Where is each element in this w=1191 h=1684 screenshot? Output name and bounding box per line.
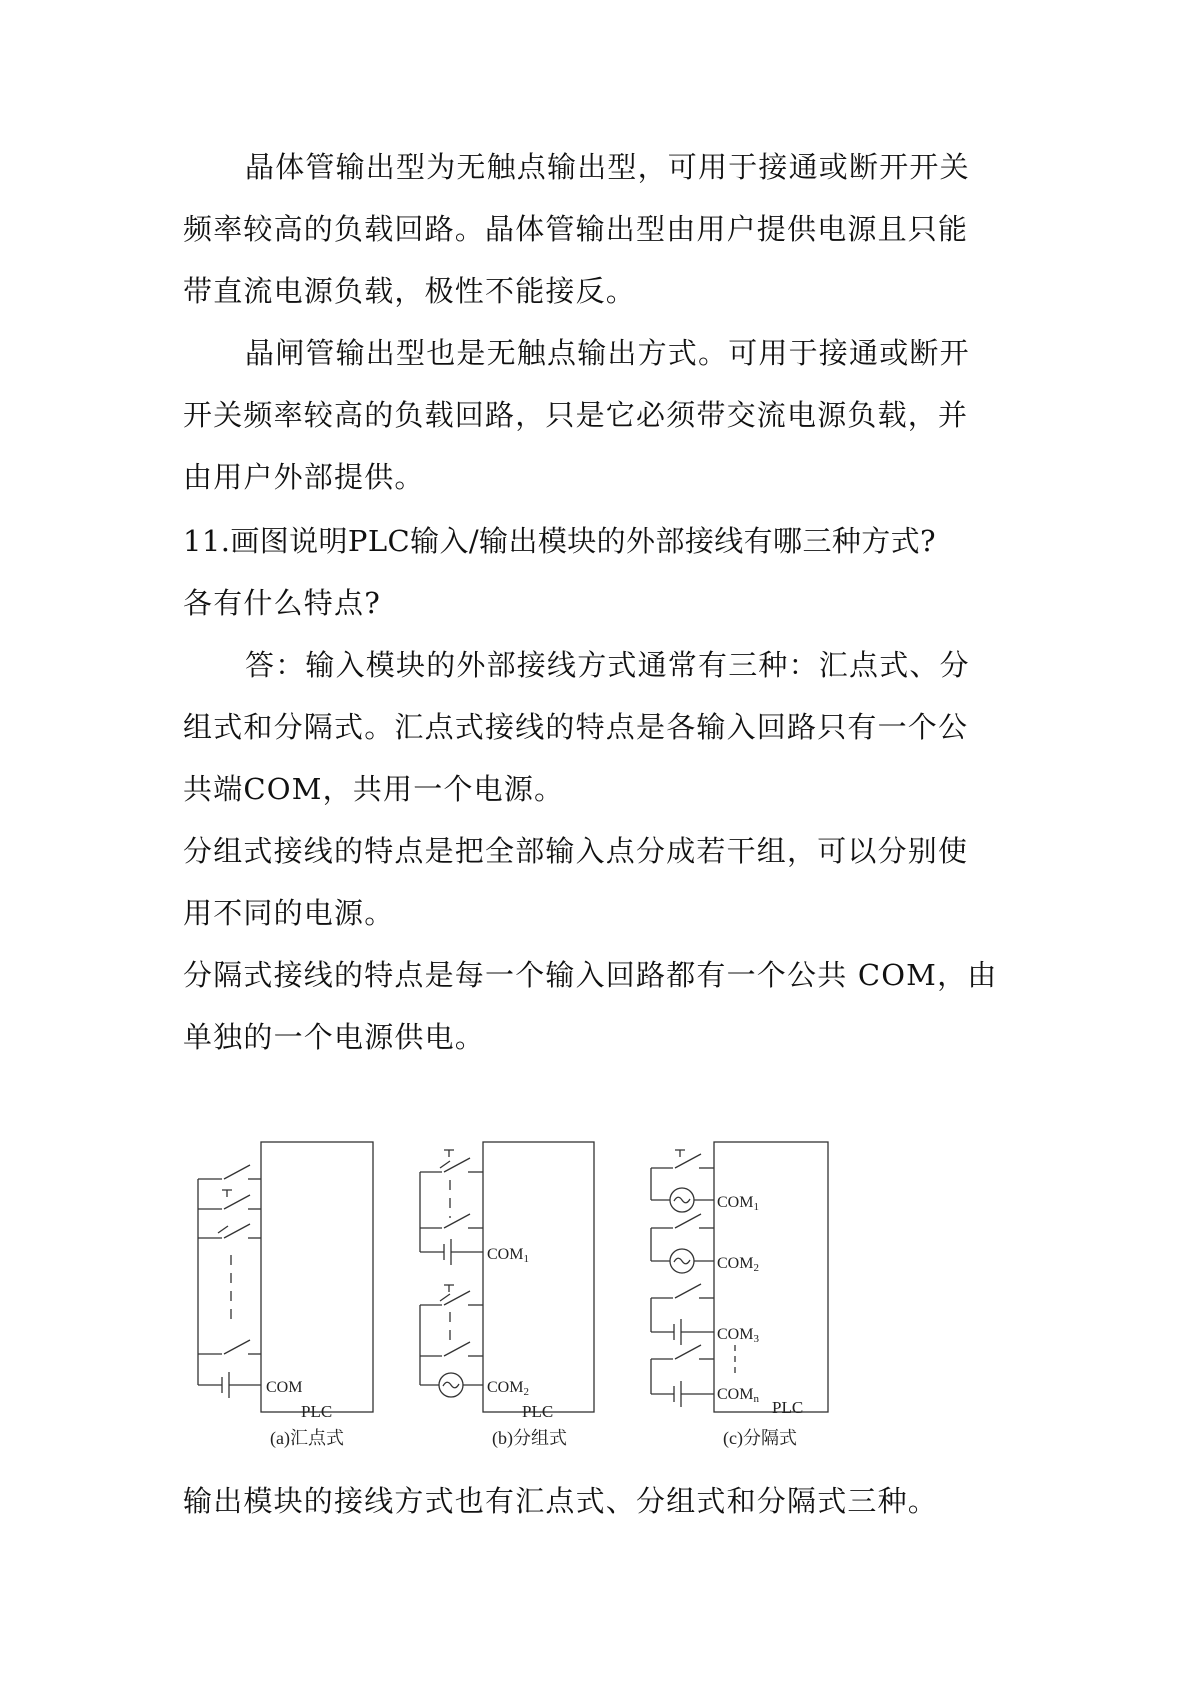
com1-label: COM1: [717, 1194, 759, 1213]
paragraph-line: 晶闸管输出型也是无触点输出方式。可用于接通或断开: [245, 336, 970, 370]
paragraph-line: 开关频率较高的负载回路，只是它必须带交流电源负载，并: [183, 398, 969, 432]
com2-label: COM2: [717, 1255, 759, 1274]
paragraph-line: 频率较高的负载回路。晶体管输出型由用户提供电源且只能: [183, 212, 969, 246]
question-heading: 各有什么特点?: [183, 586, 381, 620]
paragraph-line: 组式和分隔式。汇点式接线的特点是各输入回路只有一个公: [183, 710, 969, 744]
diagram-a-common-point: [198, 1142, 373, 1449]
paragraph-line: 晶体管输出型为无触点输出型，可用于接通或断开开关: [245, 150, 970, 184]
figure-caption: (c)分隔式: [723, 1428, 797, 1448]
plc-label: PLC: [772, 1398, 804, 1417]
paragraph-line: 带直流电源负载，极性不能接反。: [183, 274, 637, 308]
com2-label: COM2: [487, 1379, 529, 1398]
diagram-c-isolated: [651, 1142, 828, 1449]
com3-label: COM3: [717, 1326, 759, 1345]
paragraph-line: 答：输入模块的外部接线方式通常有三种：汇点式、分: [245, 648, 970, 682]
plc-box: [714, 1142, 828, 1412]
comn-label: COMn: [717, 1386, 759, 1405]
paragraph-line: 输出模块的接线方式也有汇点式、分组式和分隔式三种。: [183, 1484, 939, 1518]
paragraph-line: 单独的一个电源供电。: [183, 1020, 486, 1054]
paragraph-line: 由用户外部提供。: [183, 460, 425, 494]
paragraph-line: 分隔式接线的特点是每一个输入回路都有一个公共 COM，由: [183, 958, 998, 992]
plc-box: [261, 1142, 373, 1412]
com1-label: COM1: [487, 1246, 529, 1265]
diagram-b-grouped: [420, 1142, 594, 1449]
figure-caption: (b)分组式: [492, 1428, 567, 1448]
com-label: COM: [266, 1379, 303, 1396]
paragraph-line: 用不同的电源。: [183, 896, 395, 930]
paragraph-line: 分组式接线的特点是把全部输入点分成若干组，可以分别使: [183, 834, 969, 868]
figure-caption: (a)汇点式: [270, 1428, 344, 1448]
paragraph-line: 共端COM，共用一个电源。: [183, 772, 565, 806]
plc-label: PLC: [522, 1402, 554, 1421]
question-heading: 11.画图说明PLC输入/输出模块的外部接线有哪三种方式?: [183, 524, 936, 558]
plc-box: [483, 1142, 594, 1412]
plc-label: PLC: [301, 1402, 333, 1421]
